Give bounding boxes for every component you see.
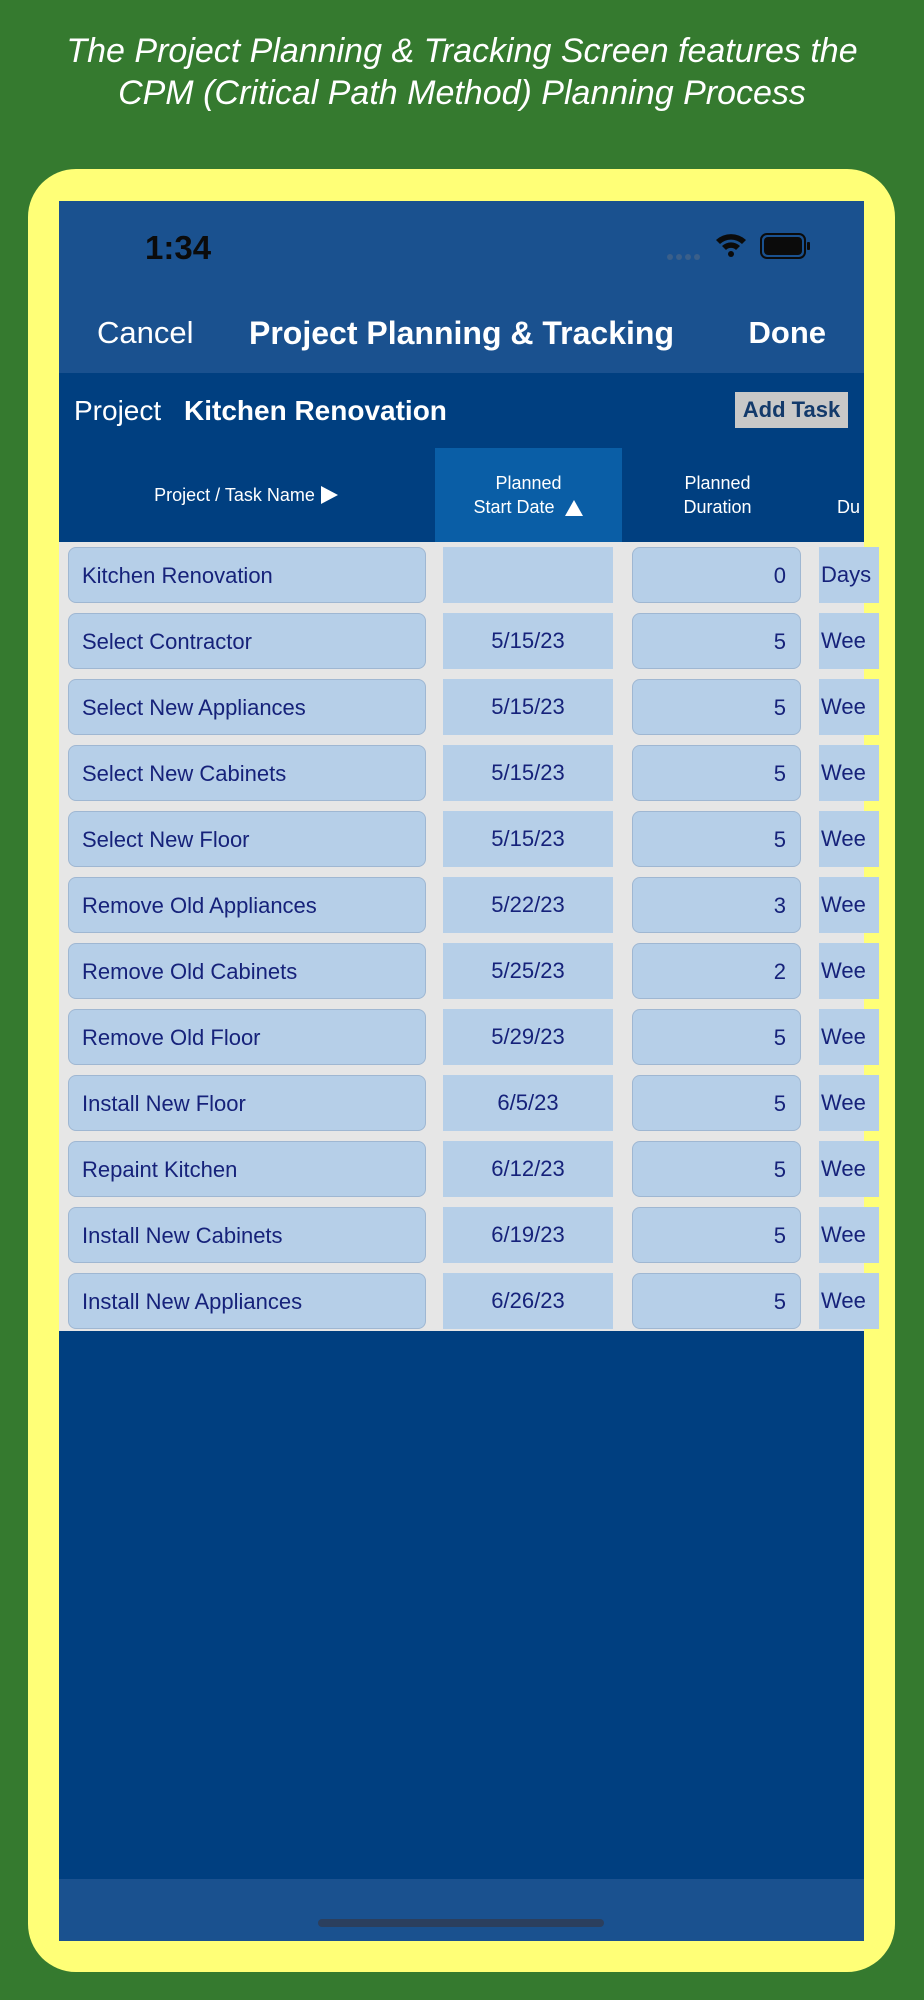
done-button[interactable]: Done	[748, 315, 826, 350]
cancel-button[interactable]: Cancel	[97, 315, 194, 350]
table-row	[59, 547, 872, 603]
table-row	[59, 679, 864, 735]
start-date-cell[interactable]: 6/5/23	[443, 1075, 613, 1131]
start-date-cell[interactable]: 5/25/23	[443, 943, 613, 999]
status-time: 1:34	[145, 229, 212, 266]
wifi-icon	[714, 231, 748, 257]
caption-line-1: The Project Planning & Tracking Screen features the	[66, 32, 858, 70]
duration-unit-cell[interactable]: Wee	[819, 745, 879, 801]
duration-unit-cell[interactable]: Wee	[819, 1009, 879, 1065]
duration-cell[interactable]: 5	[632, 1075, 801, 1131]
task-name-cell[interactable]: Select New Appliances	[68, 679, 426, 735]
task-name-header-label: Project / Task Name	[154, 485, 315, 505]
unit-header-label: Du	[837, 497, 861, 517]
duration-cell[interactable]: 2	[632, 943, 801, 999]
battery-icon	[760, 233, 812, 259]
duration-cell[interactable]: 5	[632, 1141, 801, 1197]
start-date-cell[interactable]: 5/15/23	[443, 745, 613, 801]
column-headers	[59, 448, 864, 542]
table-row	[59, 745, 864, 801]
task-name-cell[interactable]: Remove Old Appliances	[68, 877, 426, 933]
duration-cell[interactable]: 5	[632, 1009, 801, 1065]
table-row	[59, 1009, 864, 1065]
duration-unit-cell[interactable]: Wee	[819, 1273, 879, 1329]
start-date-cell[interactable]: 6/26/23	[443, 1273, 613, 1329]
caption-line-2: CPM (Critical Path Method) Planning Process	[118, 74, 806, 112]
task-name-cell[interactable]: Select New Cabinets	[68, 745, 426, 801]
screen-title: Project Planning & Tracking	[249, 315, 674, 351]
start-date-cell[interactable]	[443, 547, 613, 603]
table-row	[59, 1141, 864, 1197]
column-header-start-date[interactable]	[435, 448, 622, 542]
add-task-button[interactable]: Add Task	[735, 392, 848, 428]
project-name: Kitchen Renovation	[184, 395, 447, 426]
table-row	[59, 943, 864, 999]
duration-header-line-2: Duration	[683, 497, 752, 517]
table-row	[59, 1075, 864, 1131]
duration-cell[interactable]: 5	[632, 1273, 801, 1329]
navigation-bar	[59, 301, 864, 373]
duration-unit-cell[interactable]: Wee	[819, 811, 879, 867]
task-name-cell[interactable]: Install New Appliances	[68, 1273, 426, 1329]
task-name-cell[interactable]: Select Contractor	[68, 613, 426, 669]
project-label: Project	[74, 395, 162, 426]
start-date-cell[interactable]: 6/19/23	[443, 1207, 613, 1263]
table-row	[59, 877, 864, 933]
column-header-duration[interactable]	[625, 448, 810, 542]
start-date-cell[interactable]: 5/22/23	[443, 877, 613, 933]
table-row	[59, 613, 864, 669]
start-date-cell[interactable]: 6/12/23	[443, 1141, 613, 1197]
duration-unit-cell[interactable]: Days	[819, 547, 879, 603]
triangle-up-icon	[564, 499, 584, 517]
duration-header-line-1: Planned	[684, 473, 751, 493]
start-date-cell[interactable]: 5/15/23	[443, 679, 613, 735]
project-bar	[59, 373, 864, 448]
table-row	[59, 811, 864, 867]
duration-cell[interactable]: 5	[632, 679, 801, 735]
duration-cell[interactable]: 3	[632, 877, 801, 933]
task-name-cell[interactable]: Kitchen Renovation	[68, 547, 426, 603]
duration-unit-cell[interactable]: Wee	[819, 1075, 879, 1131]
start-date-cell[interactable]: 5/15/23	[443, 811, 613, 867]
duration-cell[interactable]: 0	[632, 547, 801, 603]
bottom-bar	[59, 1879, 864, 1941]
promo-caption	[0, 30, 924, 114]
task-name-cell[interactable]: Remove Old Cabinets	[68, 943, 426, 999]
column-header-task-name[interactable]	[59, 448, 434, 542]
column-header-unit[interactable]	[815, 448, 875, 542]
duration-cell[interactable]: 5	[632, 1207, 801, 1263]
duration-cell[interactable]: 5	[632, 613, 801, 669]
home-indicator[interactable]	[318, 1919, 604, 1927]
duration-unit-cell[interactable]: Wee	[819, 943, 879, 999]
start-date-cell[interactable]: 5/29/23	[443, 1009, 613, 1065]
duration-unit-cell[interactable]: Wee	[819, 679, 879, 735]
task-name-cell[interactable]: Remove Old Floor	[68, 1009, 426, 1065]
cellular-signal-icon	[667, 247, 703, 265]
task-table	[59, 542, 872, 1331]
duration-cell[interactable]: 5	[632, 811, 801, 867]
duration-unit-cell[interactable]: Wee	[819, 1207, 879, 1263]
task-name-cell[interactable]: Install New Cabinets	[68, 1207, 426, 1263]
phone-screen	[59, 201, 872, 1941]
duration-unit-cell[interactable]: Wee	[819, 613, 879, 669]
task-name-cell[interactable]: Select New Floor	[68, 811, 426, 867]
start-header-line-2: Start Date	[473, 497, 555, 517]
duration-unit-cell[interactable]: Wee	[819, 877, 879, 933]
start-header-line-1: Planned	[495, 473, 562, 493]
table-row	[59, 1207, 864, 1263]
status-bar	[59, 201, 864, 301]
triangle-right-icon	[319, 485, 339, 505]
task-name-cell[interactable]: Install New Floor	[68, 1075, 426, 1131]
duration-unit-cell[interactable]: Wee	[819, 1141, 879, 1197]
task-name-cell[interactable]: Repaint Kitchen	[68, 1141, 426, 1197]
table-row	[59, 1273, 864, 1329]
duration-cell[interactable]: 5	[632, 745, 801, 801]
start-date-cell[interactable]: 5/15/23	[443, 613, 613, 669]
